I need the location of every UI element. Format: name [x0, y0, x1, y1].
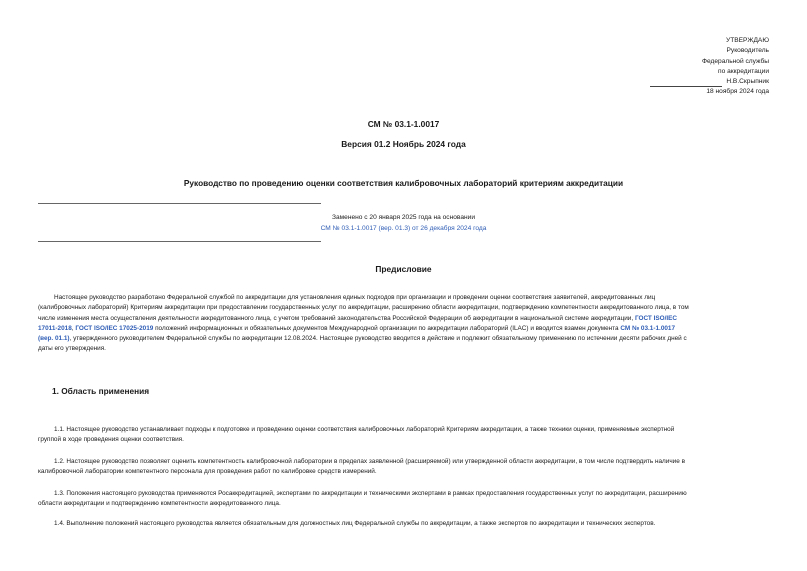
- document-title: Руководство по проведению оценки соответствия калибровочных лабораторий критериям аккредитации: [183, 178, 624, 188]
- clause-line: области аккредитации и подтверждению компетентности аккредитованного лица.: [38, 500, 281, 508]
- approval-position-domain: по аккредитации: [718, 67, 769, 75]
- preface-line: [38, 334, 768, 344]
- clause-1-1: [38, 425, 768, 446]
- signature-line: [650, 78, 722, 87]
- gost-17011-year-link[interactable]: 17011-2018: [38, 324, 72, 332]
- section-heading: 1. Область применения: [52, 386, 150, 396]
- clause-line: 1.3. Положения настоящего руководства применяются Росаккредитацией, экспертами по аккредитации и техническими экспертами в рамках предоставления государственных услуг по аккредитации, расширению: [54, 490, 687, 497]
- preface-heading: Предисловие: [375, 264, 432, 274]
- gost-17025-link[interactable]: ГОСТ ISO/IEC 17025-2019: [75, 324, 154, 332]
- approval-signatory: Н.В.Скрыпник: [726, 78, 769, 86]
- gost-17011-link[interactable]: ГОСТ ISO/IEC: [634, 314, 678, 322]
- replacement-link[interactable]: СМ № 03.1-1.0017 (вер. 01.3) от 26 декабря 2024 года: [320, 225, 487, 232]
- clause-line: 1.4. Выполнение положений настоящего руководства является обязательным для должностных лиц Федеральной службы по аккредитации, а также экспертов по аккредитации и технических экспертов.: [54, 520, 656, 527]
- divider-top: [38, 203, 321, 204]
- cm-document-link[interactable]: СМ № 03.1-1.0017: [620, 324, 676, 332]
- approval-signature-row: [609, 77, 769, 87]
- clause-line: калибровочной лаборатории компетентного персонала для проведения работ по калибровке средств измерений.: [38, 468, 377, 476]
- preface-text: положений информационных и обязательных документов Международной организации по аккредитации лабораторий (ILAC) и вводится взамен документа: [155, 324, 619, 332]
- clause-line: 1.1. Настоящее руководство устанавливает подходы к подготовке и проведению оценки соответствия калибровочных лабораторий Критериям аккредитации, а также техники оценки, применяемые экспертной: [54, 426, 675, 433]
- clause-1-2: [38, 457, 768, 478]
- divider-bottom: [38, 241, 321, 242]
- approval-position-org: Федеральной службы: [701, 57, 769, 65]
- clause-line: 1.2. Настоящее руководство позволяет оценить компетентность калибровочной лаборатории в пределах заявленной (расширяемой) или утвержденной области аккредитации, в том числе подтвердить наличие в: [54, 458, 685, 465]
- preface-text: , утвержденного руководителем Федеральной службы по аккредитации 12.08.2024. Настоящее руководство вводится в действие и подлежит обязательному применению по истечении десяти рабочих дней с: [69, 335, 687, 343]
- replacement-link-row: [0, 225, 807, 232]
- replacement-note: Заменено с 20 января 2025 года на основании: [331, 214, 476, 221]
- clause-line: группой в ходе проведения оценки соответствия.: [38, 436, 184, 444]
- document-version: Версия 01.2 Ноябрь 2024 года: [341, 139, 466, 149]
- preface-paragraph: [38, 293, 768, 355]
- approval-date: 18 ноября 2024 года: [706, 88, 769, 96]
- approval-title: УТВЕРЖДАЮ: [726, 37, 769, 44]
- preface-line: [38, 324, 768, 334]
- approval-block: [609, 36, 769, 98]
- cm-version-link[interactable]: (вер. 01.1): [38, 335, 70, 343]
- preface-line: Настоящее руководство разработано Федеральной службой по аккредитации для установления единых подходов при организации и проведении оценки соответствия заявителей, аккредитованных лиц: [54, 294, 656, 301]
- document-number: СМ № 03.1-1.0017: [367, 119, 440, 129]
- preface-text: числе изменения места осуществления деятельности аккредитованного лица, с учетом требований законодательства Российской Федерации об аккредитации в национальной системе аккредитации,: [38, 314, 634, 322]
- preface-line: (калибровочных лабораторий) Критериям аккредитации при предоставлении государственных услуг по аккредитации, расширению области аккредитации, подтверждению компетентности аккредитованного лица, в том: [38, 304, 689, 312]
- approval-position: Руководитель: [726, 47, 769, 55]
- clause-1-3: [38, 489, 768, 510]
- preface-line: [38, 314, 768, 324]
- preface-separator: ,: [71, 324, 74, 332]
- clause-1-4: [38, 519, 768, 529]
- preface-line: даты его утверждения.: [38, 345, 106, 353]
